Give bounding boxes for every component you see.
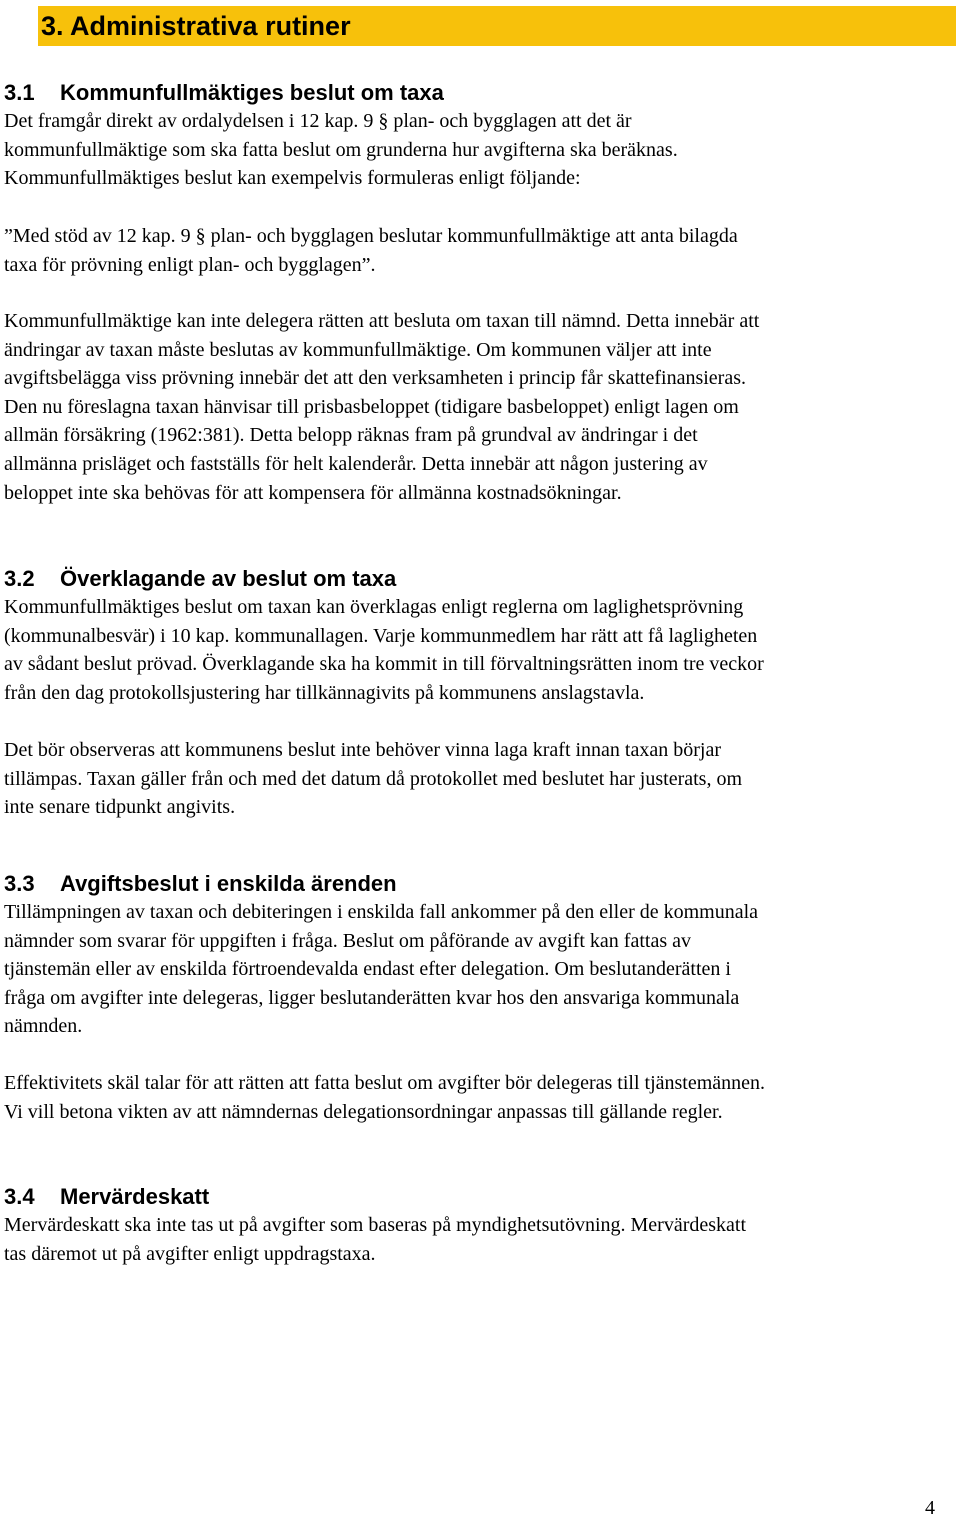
- text-line: Kommunfullmäktiges beslut om taxan kan överklagas enligt reglerna om laglighetsprövning: [4, 596, 744, 618]
- text-line: kommunfullmäktige som ska fatta beslut om grunderna hur avgifterna ska beräknas.: [4, 138, 678, 161]
- text-line: Den nu föreslagna taxan hänvisar till prisbasbeloppet (tidigare basbeloppet) enligt lagen om: [4, 395, 739, 418]
- section-title: Kommunfullmäktiges beslut om taxa: [60, 80, 444, 105]
- section-heading-3-4: [4, 1184, 209, 1210]
- text-line: allmänna prisläget och fastställs för helt kalenderår. Detta innebär att någon justering av: [4, 452, 708, 475]
- text-line: Mervärdeskatt ska inte tas ut på avgifter som baseras på myndighetsutövning. Mervärdeskatt: [4, 1214, 747, 1236]
- section-number: 3.3: [4, 871, 35, 896]
- section-title: Överklagande av beslut om taxa: [60, 566, 397, 591]
- paragraph: [4, 898, 758, 1041]
- section-number: 3.2: [4, 566, 35, 591]
- text-line: Effektivitets skäl talar för att rätten att fatta beslut om avgifter bör delegeras till tjänstemännen.: [4, 1072, 766, 1094]
- text-line: ändringar av taxan måste beslutas av kommunfullmäktige. Om kommunen väljer att inte: [4, 338, 712, 361]
- text-line: tas däremot ut på avgifter enligt uppdragstaxa.: [4, 1242, 376, 1265]
- text-line: Kommunfullmäktiges beslut kan exempelvis formuleras enligt följande:: [4, 167, 581, 190]
- section-heading-3-2: [4, 566, 396, 592]
- text-line: Vi vill betona vikten av att nämndernas delegationsordningar anpassas till gällande regler.: [4, 1100, 723, 1123]
- text-line: Kommunfullmäktige kan inte delegera rätten att besluta om taxan till nämnd. Detta innebär att: [4, 310, 760, 332]
- text-line: allmän försäkring (1962:381). Detta belopp räknas fram på grundval av ändringar i det: [4, 424, 698, 447]
- text-line: (kommunalbesvär) i 10 kap. kommunallagen. Varje kommunmedlem har rätt att få lagligheten: [4, 624, 758, 647]
- text-line: fråga om avgifter inte delegeras, ligger beslutanderätten kvar hos den ansvariga kommunala: [4, 986, 740, 1009]
- text-line: Tillämpningen av taxan och debiteringen i enskilda fall ankommer på den eller de kommunala: [4, 901, 759, 923]
- text-line: tillämpas. Taxan gäller från och med det datum då protokollet med beslutet har justerats, om: [4, 767, 743, 790]
- text-line: Det bör observeras att kommunens beslut inte behöver vinna laga kraft innan taxan börjar: [4, 739, 721, 761]
- text-line: nämnden.: [4, 1015, 83, 1038]
- text-line: från den dag protokollsjustering har tillkännagivits på kommunens anslagstavla.: [4, 681, 645, 704]
- page-number: 4: [925, 1497, 935, 1519]
- paragraph: [4, 307, 759, 507]
- section-heading-3-3: [4, 871, 397, 897]
- text-line: avgiftsbelägga viss prövning innebär det att den verksamheten i princip får skattefinansieras.: [4, 367, 746, 390]
- section-number: 3.4: [4, 1184, 35, 1209]
- paragraph-quote: [4, 222, 738, 279]
- section-heading-3-1: [4, 80, 444, 106]
- text-line: inte senare tidpunkt angivits.: [4, 796, 236, 819]
- section-number: 3.1: [4, 80, 35, 105]
- paragraph: [4, 1211, 746, 1268]
- section-title: Mervärdeskatt: [60, 1184, 210, 1209]
- paragraph: [4, 107, 678, 193]
- text-line: taxa för prövning enligt plan- och bygglagen”.: [4, 253, 376, 276]
- chapter-header-bar: [38, 6, 956, 46]
- text-line: ”Med stöd av 12 kap. 9 § plan- och bygglagen beslutar kommunfullmäktige att anta bilagda: [4, 225, 738, 247]
- text-line: tjänstemän eller av enskilda förtroendevalda endast efter delegation. Om beslutanderätten i: [4, 958, 731, 981]
- chapter-title: 3. Administrativa rutiner: [41, 11, 351, 41]
- paragraph: [4, 1069, 765, 1126]
- text-line: beloppet inte ska behövas för att kompensera för allmänna kostnadsökningar.: [4, 481, 622, 504]
- paragraph: [4, 593, 764, 707]
- paragraph: [4, 736, 742, 822]
- text-line: av sådant beslut prövad. Överklagande ska ha kommit in till förvaltningsrätten inom tre veckor: [4, 653, 764, 676]
- text-line: nämnder som svarar för uppgiften i fråga. Beslut om påförande av avgift kan fattas av: [4, 929, 691, 952]
- section-title: Avgiftsbeslut i enskilda ärenden: [60, 871, 397, 896]
- text-line: Det framgår direkt av ordalydelsen i 12 kap. 9 § plan- och bygglagen att det är: [4, 110, 632, 132]
